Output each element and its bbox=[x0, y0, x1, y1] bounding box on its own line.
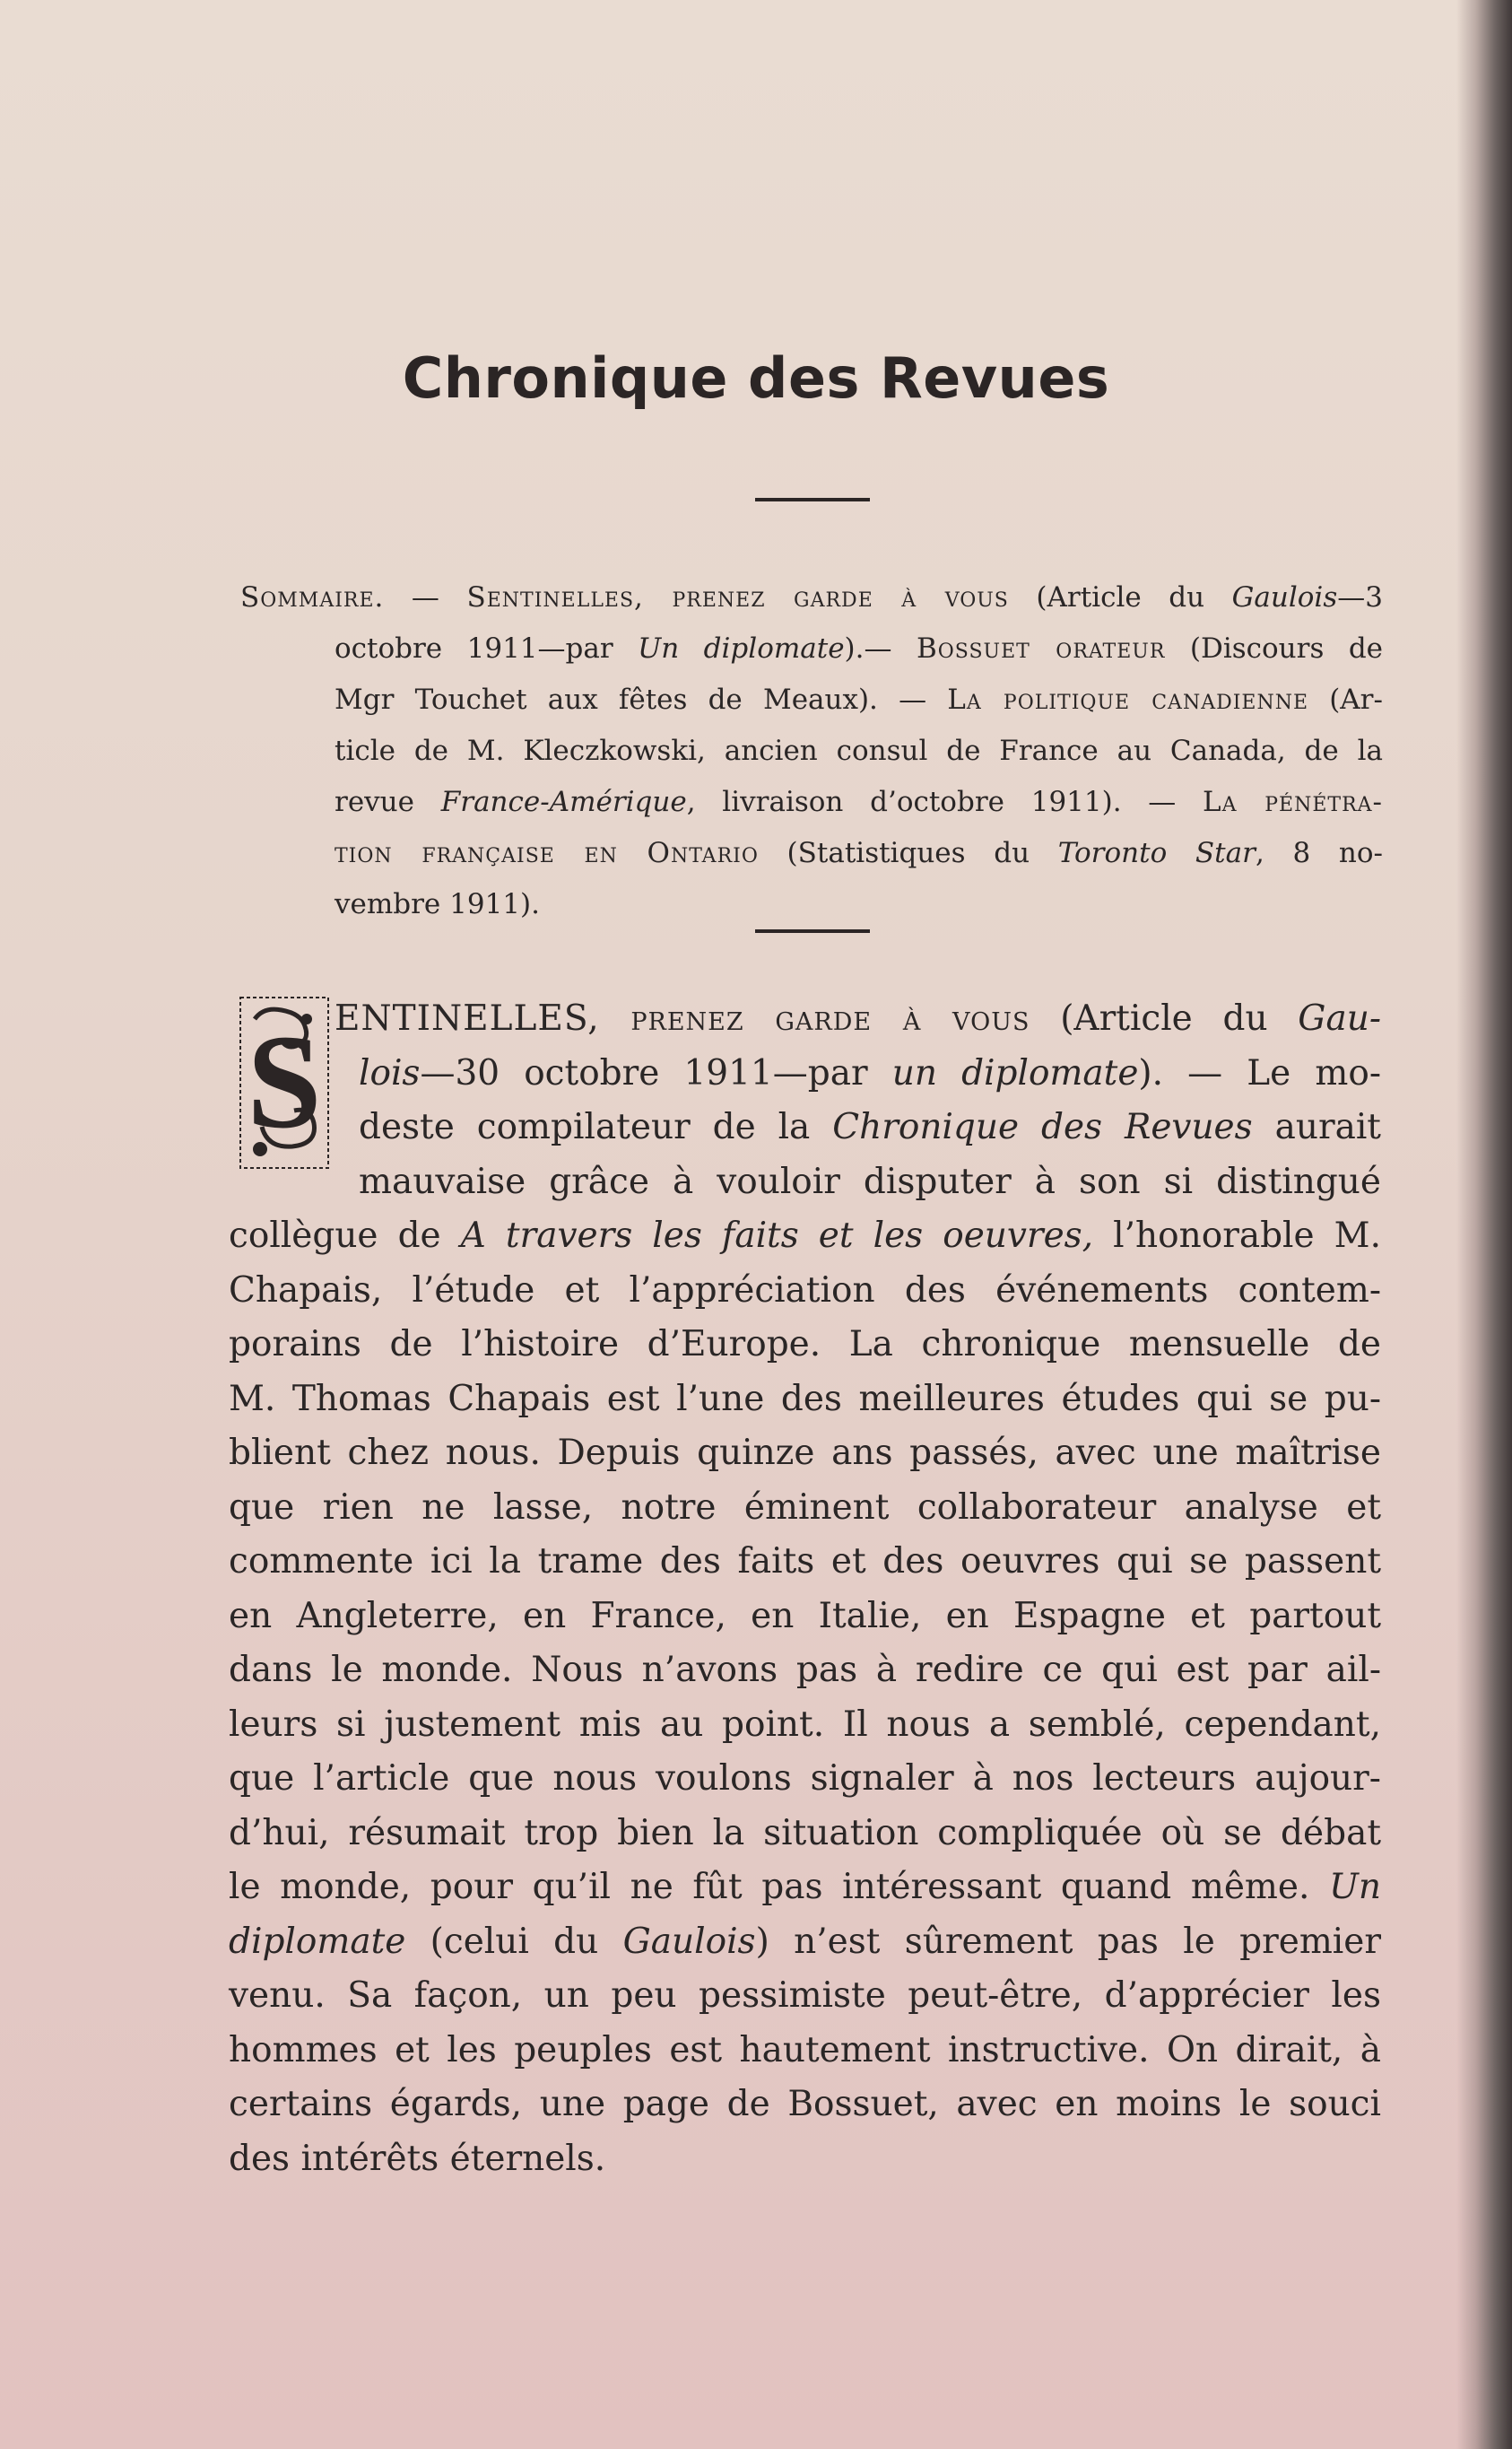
article-text: mauvaise grâce à vouloir disputer à son si distingué bbox=[359, 1161, 1381, 1202]
article-line: hommes et les peuples est hautement instructive. On dirait, à bbox=[229, 2029, 1381, 2070]
title-divider bbox=[755, 498, 870, 501]
article-italic: A travers les faits et les oeuvres, bbox=[460, 1216, 1094, 1256]
section-divider bbox=[755, 929, 870, 933]
summary-text: , 8 no- bbox=[1255, 837, 1383, 869]
article-text: ). — Le mo- bbox=[1138, 1052, 1382, 1094]
summary-text: — bbox=[384, 581, 467, 614]
article-line: commente ici la trame des faits et des oeuvres qui se passent bbox=[229, 1541, 1381, 1582]
summary-line bbox=[244, 879, 1383, 930]
article-line: des intérêts éternels. bbox=[229, 2138, 606, 2179]
article-line: venu. Sa façon, un peu pessimiste peut-être, d’apprécier les bbox=[229, 1975, 1381, 2016]
article-text: le monde, pour qu’il ne fût pas intéressant quand même. bbox=[229, 1867, 1329, 1907]
summary-italic: Toronto Star bbox=[1057, 837, 1256, 869]
article-heading: prenez garde à vous bbox=[599, 998, 1030, 1039]
article-text: deste compilateur de la bbox=[359, 1107, 833, 1147]
article-text: (celui du bbox=[405, 1921, 623, 1962]
article-italic: un diplomate bbox=[891, 1052, 1139, 1094]
article-italic: Gaulois bbox=[622, 1921, 756, 1962]
article-text: collègue de bbox=[229, 1216, 461, 1256]
article-text: (Article du bbox=[1030, 998, 1299, 1039]
article-line bbox=[229, 1861, 1381, 1915]
article-line: leurs si justement mis au point. Il nous a semblé, cependant, bbox=[229, 1704, 1381, 1745]
article-text: ) n’est sûrement pas le premier bbox=[755, 1921, 1382, 1962]
article-text: —30 octobre 1911—par bbox=[420, 1052, 892, 1094]
summary-heading: Bossuet orateur bbox=[916, 632, 1166, 665]
page-title: Chronique des Revues bbox=[402, 345, 1110, 411]
summary-text: (Statistiques du bbox=[758, 837, 1058, 869]
article-line: porains de l’histoire d’Europe. La chronique mensuelle de bbox=[229, 1324, 1381, 1364]
article-line bbox=[229, 992, 1381, 1047]
summary-heading: Sentinelles, prenez garde à vous bbox=[466, 581, 1009, 614]
article-line bbox=[229, 1101, 1381, 1155]
summary-line bbox=[244, 675, 1383, 726]
article-line bbox=[229, 1047, 1381, 1102]
article-line: Chapais, l’étude et l’appréciation des événements contem- bbox=[229, 1269, 1381, 1311]
summary-text: vembre 1911). bbox=[335, 888, 540, 920]
summary-text: ).— bbox=[844, 632, 917, 665]
summary-lead: Sommaire. bbox=[240, 581, 385, 614]
summary-text: octobre 1911—par bbox=[335, 632, 639, 665]
summary-text: revue bbox=[335, 786, 441, 818]
summary-italic: Gaulois bbox=[1231, 581, 1338, 614]
summary-text: , livraison d’octobre 1911). — bbox=[686, 786, 1204, 818]
article-italic: Gau- bbox=[1298, 998, 1381, 1039]
article-line: certains égards, une page de Bossuet, avec en moins le souci bbox=[229, 2084, 1381, 2124]
article-heading: ENTINELLES, bbox=[335, 998, 600, 1039]
summary-text: (Ar- bbox=[1308, 684, 1383, 716]
article-italic: diplomate bbox=[229, 1921, 406, 1962]
summary-line bbox=[244, 777, 1383, 828]
article-italic: Un bbox=[1329, 1867, 1381, 1907]
article-line bbox=[229, 1155, 1381, 1210]
summary-italic: France-Amérique bbox=[440, 786, 687, 818]
summary-text: (Discours de bbox=[1165, 632, 1384, 665]
article-body bbox=[229, 992, 1381, 2186]
article-line bbox=[229, 1915, 1381, 1970]
summary-block bbox=[240, 572, 1384, 930]
summary-italic: Un diplomate bbox=[638, 632, 845, 665]
summary-heading: La politique canadienne bbox=[947, 684, 1309, 716]
article-line bbox=[229, 1209, 1381, 1264]
article-line: M. Thomas Chapais est l’une des meilleures études qui se pu- bbox=[229, 1378, 1381, 1419]
summary-line bbox=[244, 623, 1383, 675]
summary-text: —3 bbox=[1337, 581, 1383, 614]
article-line: d’hui, résumait trop bien la situation compliquée où se débat bbox=[229, 1812, 1381, 1853]
summary-line bbox=[244, 726, 1383, 777]
article-text: aurait bbox=[1252, 1107, 1381, 1147]
article-italic: lois bbox=[359, 1052, 421, 1094]
article-line: en Angleterre, en France, en Italie, en Espagne et partout bbox=[229, 1595, 1381, 1636]
article-line: que l’article que nous voulons signaler à nos lecteurs aujour- bbox=[229, 1758, 1381, 1799]
summary-text: ticle de M. Kleczkowski, ancien consul de France au Canada, de la bbox=[335, 735, 1383, 767]
article-italic: Chronique des Revues bbox=[832, 1107, 1253, 1147]
summary-heading: La pénétra- bbox=[1203, 786, 1384, 818]
summary-line bbox=[244, 828, 1383, 879]
article-line: dans le monde. Nous n’avons pas à redire ce qui est par ail- bbox=[229, 1650, 1381, 1690]
dropcap-letter: S bbox=[247, 1007, 322, 1156]
summary-heading: tion française en Ontario bbox=[335, 837, 759, 869]
article-line: blient chez nous. Depuis quinze ans passés, avec une maîtrise bbox=[229, 1433, 1381, 1473]
summary-line bbox=[242, 572, 1383, 623]
article-text: l’honorable M. bbox=[1093, 1216, 1381, 1256]
article-line: que rien ne lasse, notre éminent collaborateur analyse et bbox=[229, 1486, 1381, 1528]
summary-text: Mgr Touchet aux fêtes de Meaux). — bbox=[335, 684, 948, 716]
summary-text: (Article du bbox=[1008, 581, 1232, 614]
